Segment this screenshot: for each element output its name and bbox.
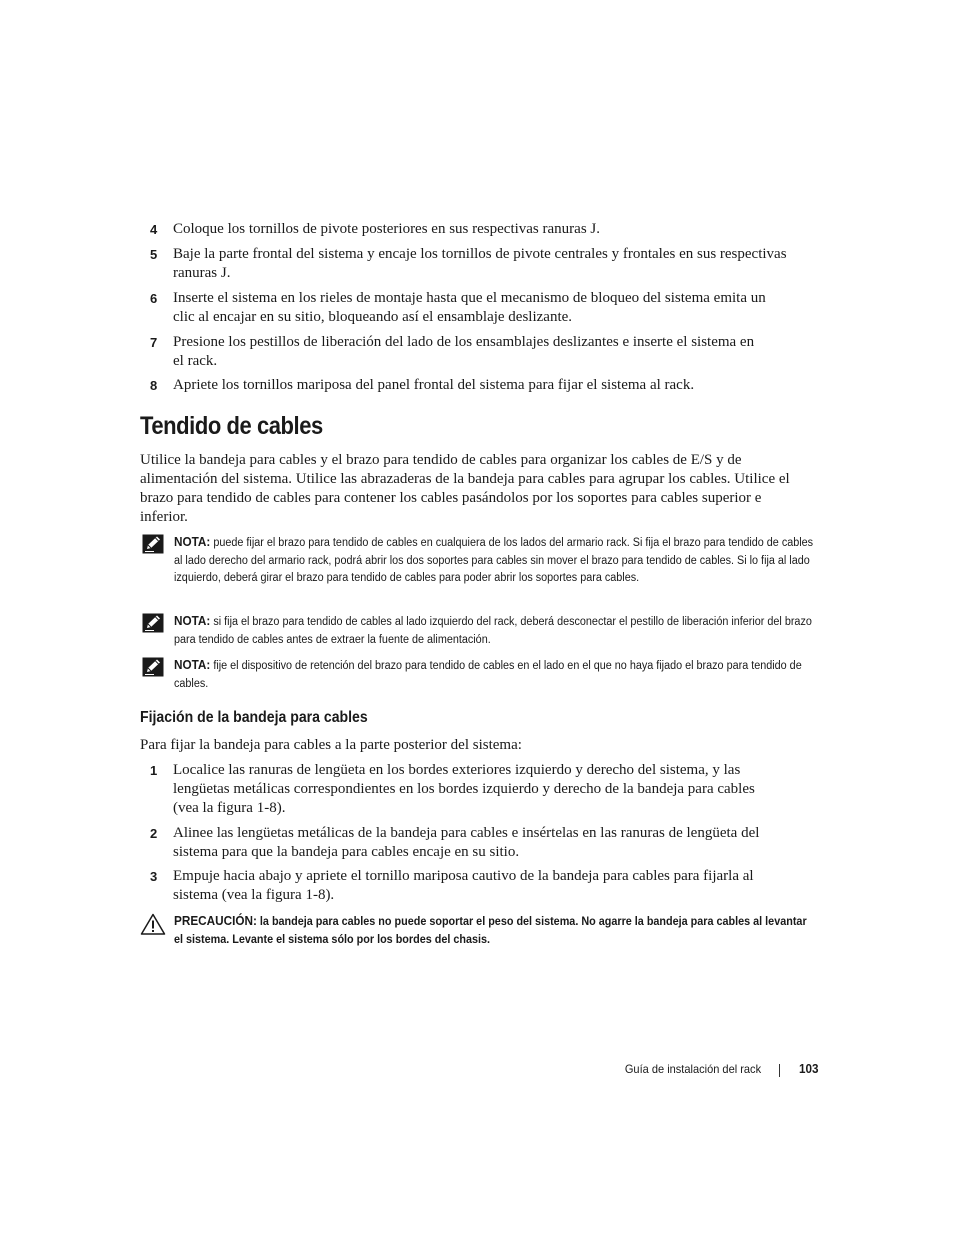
step-number: 8 (150, 378, 158, 393)
step-item (150, 245, 810, 283)
note-body (174, 534, 815, 588)
note-pencil-icon (142, 657, 164, 677)
note-pencil-icon (142, 613, 164, 633)
note-box (142, 613, 812, 649)
note-box (142, 657, 812, 693)
subsection-intro: Para fijar la bandeja para cables a la parte posterior del sistema: (140, 737, 522, 753)
step-text: Empuje hacia abajo y apriete el tornillo mariposa cautivo de la bandeja para cables para fijarla al sistema (vea la figura 1-8). (173, 868, 754, 903)
step-item (150, 333, 760, 371)
step-text: Inserte el sistema en los rieles de montaje hasta que el mecanismo de bloqueo del sistema emita un clic al encajar en su sitio, bloqueando así el ensamblaje deslizante. (173, 290, 766, 325)
note-label: NOTA: (174, 535, 211, 549)
step-text: Coloque los tornillos de pivote posteriores en sus respectivas ranuras J. (173, 221, 601, 237)
step-text: Presione los pestillos de liberación del lado de los ensamblajes deslizantes e inserte el sistema en el rack. (173, 334, 755, 369)
step-text: Apriete los tornillos mariposa del panel frontal del sistema para fijar el sistema al rack. (173, 377, 695, 393)
note-text: si fija el brazo para tendido de cables al lado izquierdo del rack, deberá desconectar el pestillo de liberación inferior del brazo para tendido de cables antes de extraer la fuente de alimentación. (174, 616, 812, 646)
step-number: 2 (150, 826, 158, 841)
note-label: NOTA: (174, 658, 211, 672)
caution-box (140, 913, 810, 949)
step-number: 3 (150, 869, 158, 884)
step-item (150, 289, 780, 327)
step-number: 7 (150, 335, 158, 350)
step-item (150, 824, 762, 862)
subsection-title: Fijación de la bandeja para cables (140, 709, 368, 726)
step-text: Baje la parte frontal del sistema y encaje los tornillos de pivote centrales y frontales en sus respectivas ranuras J. (173, 246, 787, 281)
caution-text: la bandeja para cables no puede soportar el peso del sistema. No agarre la bandeja para cables al levantar el sistema. Levante el sistema sólo por los bordes del chasis. (174, 916, 807, 946)
note-pencil-icon (142, 534, 164, 554)
step-item (150, 761, 782, 818)
step-text: Alinee las lengüetas metálicas de la bandeja para cables e insértelas en las ranuras de lengüeta del sistema para que la bandeja para cables encaje en su sitio. (173, 825, 760, 860)
step-number: 5 (150, 247, 158, 262)
caution-body (174, 913, 815, 949)
note-body (174, 657, 815, 693)
step-text: Localice las ranuras de lengüeta en los bordes exteriores izquierdo y derecho del sistema, y las lengüetas metálicas correspondientes en los bordes izquierdo y derecho de la bandeja para cables (vea la figura 1-8). (173, 762, 755, 816)
step-number: 6 (150, 291, 158, 306)
warning-triangle-icon (140, 913, 166, 935)
footer-separator (779, 1064, 780, 1077)
step-item (150, 867, 764, 905)
footer-title: Guía de instalación del rack (624, 1062, 761, 1076)
note-label: NOTA: (174, 614, 211, 628)
page-number: 103 (799, 1061, 819, 1076)
section-title: Tendido de cables (140, 412, 323, 440)
note-body (174, 613, 815, 649)
note-box (142, 534, 812, 588)
caution-label: PRECAUCIÓN: (174, 914, 257, 928)
note-text: fije el dispositivo de retención del brazo para tendido de cables en el lado en el que no haya fijado el brazo para tendido de cables. (174, 660, 802, 690)
note-text: puede fijar el brazo para tendido de cables en cualquiera de los lados del armario rack. Si fija el brazo para tendido de cables al lado derecho del armario rack, podrá abrir los dos soportes para cables sin mover el brazo para tendido de cables. Si lo fija al lado izquierdo, deberá girar el brazo para tendido de cables para poder abrir los soportes para cables. (174, 537, 814, 584)
step-number: 1 (150, 763, 158, 778)
step-number: 4 (150, 222, 158, 237)
section-intro: Utilice la bandeja para cables y el brazo para tendido de cables para organizar los cables de E/S y de alimentación del sistema. Utilice las abrazaderas de la bandeja para cables para agrupar los cables. Utilice el brazo para tendido de cables para contener los cables pasándolos por los soportes para cables superior e inferior. (140, 452, 790, 525)
step-item (150, 220, 820, 239)
step-item (150, 376, 820, 395)
